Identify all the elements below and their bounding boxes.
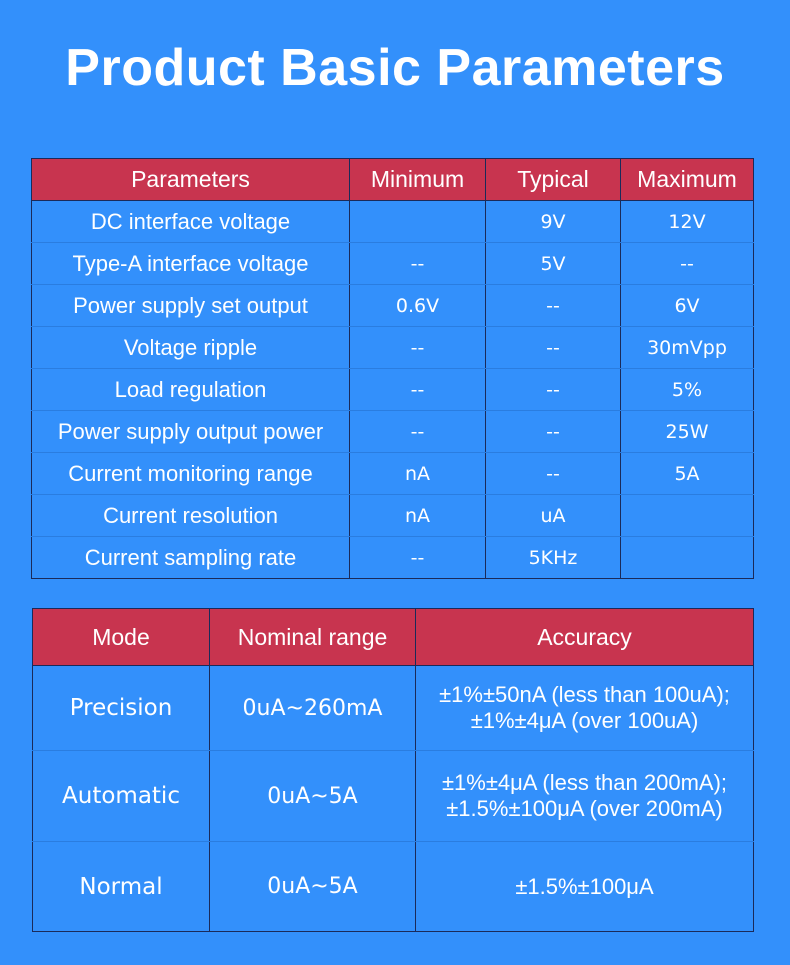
nominal-range-cell: 0uA~5A [210,842,416,932]
maximum-cell [621,537,754,579]
minimum-cell [350,201,486,243]
mode-cell: Automatic [33,751,210,842]
header-maximum: Maximum [621,159,754,201]
typical-cell: -- [486,369,621,411]
parameter-name-cell: DC interface voltage [32,201,350,243]
typical-cell: 5V [486,243,621,285]
maximum-cell: 12V [621,201,754,243]
maximum-cell: 5% [621,369,754,411]
table-row [33,666,754,751]
accuracy-line: ±1.5%±100μA [515,873,654,899]
table-header-row [32,159,754,201]
table-row [32,495,754,537]
accuracy-cell [416,666,754,751]
minimum-cell: -- [350,243,486,285]
table-row [32,327,754,369]
maximum-cell [621,495,754,537]
page-title: Product Basic Parameters [65,39,725,97]
accuracy-line: ±1%±4μA (over 100uA) [470,708,699,733]
typical-cell: 9V [486,201,621,243]
parameter-name-cell: Type-A interface voltage [32,243,350,285]
table-header-row [33,609,754,666]
table-row [32,453,754,495]
parameter-name-cell: Current monitoring range [32,453,350,495]
table-row [32,537,754,579]
typical-cell: uA [486,495,621,537]
minimum-cell: -- [350,537,486,579]
minimum-cell: -- [350,369,486,411]
typical-cell: -- [486,285,621,327]
accuracy-cell [416,751,754,842]
typical-cell: -- [486,411,621,453]
minimum-cell: -- [350,411,486,453]
table-row [32,285,754,327]
minimum-cell: -- [350,327,486,369]
nominal-range-cell: 0uA~5A [210,751,416,842]
parameters-table [31,158,754,579]
accuracy-cell [416,842,754,932]
accuracy-line: ±1%±50nA (less than 100uA); [439,682,730,707]
maximum-cell: 5A [621,453,754,495]
maximum-cell: -- [621,243,754,285]
accuracy-line: ±1.5%±100μA (over 200mA) [446,796,723,821]
parameter-name-cell: Current resolution [32,495,350,537]
typical-cell: 5KHz [486,537,621,579]
maximum-cell: 30mVpp [621,327,754,369]
typical-cell: -- [486,327,621,369]
minimum-cell: 0.6V [350,285,486,327]
table-row [32,201,754,243]
table-row [32,369,754,411]
header-parameters: Parameters [32,159,350,201]
header-typical: Typical [486,159,621,201]
table-row [33,751,754,842]
table-row [32,411,754,453]
header-nominal-range: Nominal range [210,609,416,666]
minimum-cell: nA [350,495,486,537]
table-row [33,842,754,932]
parameter-name-cell: Power supply set output [32,285,350,327]
header-accuracy: Accuracy [416,609,754,666]
maximum-cell: 6V [621,285,754,327]
header-mode: Mode [33,609,210,666]
maximum-cell: 25W [621,411,754,453]
accuracy-line: ±1%±4μA (less than 200mA); [441,770,728,795]
mode-cell: Normal [33,842,210,932]
typical-cell: -- [486,453,621,495]
parameter-name-cell: Load regulation [32,369,350,411]
header-minimum: Minimum [350,159,486,201]
parameter-name-cell: Current sampling rate [32,537,350,579]
parameter-name-cell: Voltage ripple [32,327,350,369]
table-row [32,243,754,285]
parameter-name-cell: Power supply output power [32,411,350,453]
mode-cell: Precision [33,666,210,751]
nominal-range-cell: 0uA~260mA [210,666,416,751]
modes-table [32,608,754,932]
minimum-cell: nA [350,453,486,495]
